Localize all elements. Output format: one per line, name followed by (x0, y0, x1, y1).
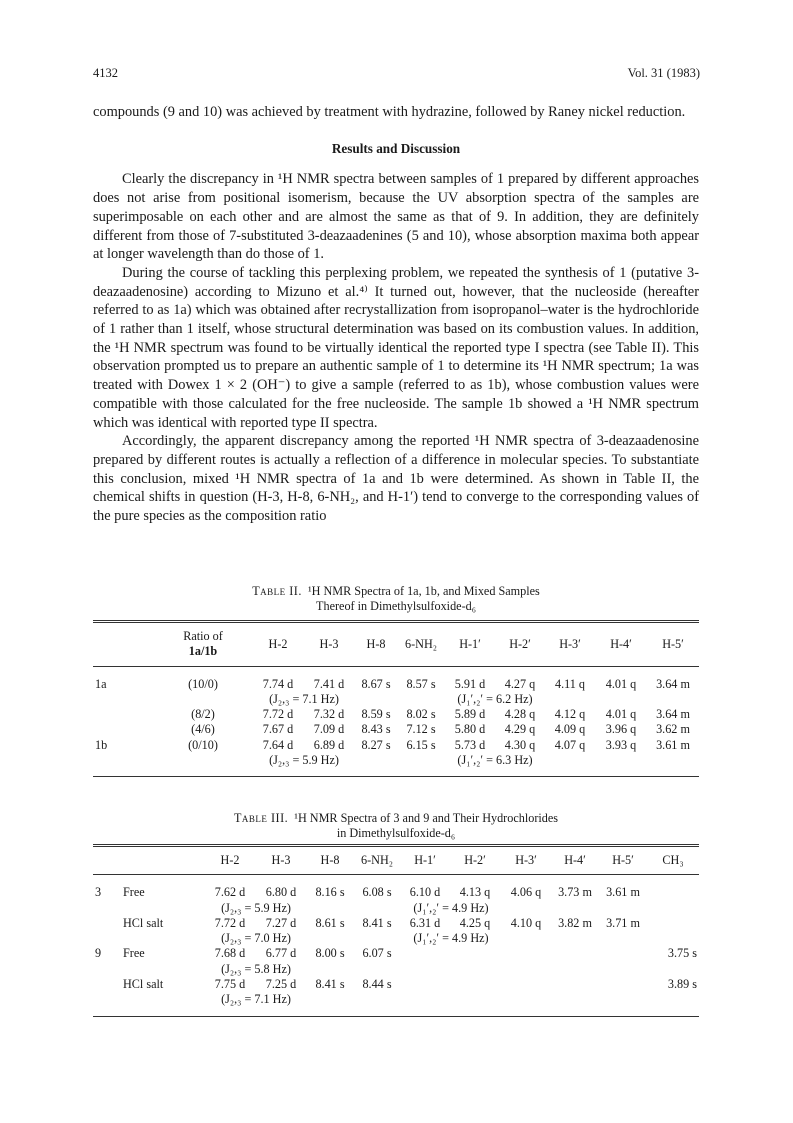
cell: 6.07 s (362, 946, 392, 961)
coupling-row (93, 901, 699, 916)
header-h8: H-8 (320, 853, 340, 867)
cell: 8.59 s (361, 707, 391, 722)
cell: 3.64 m (656, 707, 690, 722)
header-h3p: H-3′ (515, 853, 537, 867)
form-cell: HCl salt (123, 977, 164, 992)
header-h1p: H-1′ (459, 636, 481, 651)
form-cell: Free (123, 885, 145, 900)
cell: 7.09 d (313, 722, 345, 737)
table-3-title: ¹H NMR Spectra of 3 and 9 and Their Hydrochlorides (294, 811, 559, 825)
cell: 7.68 d (214, 946, 246, 961)
coupling-constant: (J₂,₃ = 7.0 Hz) (221, 931, 291, 946)
table-2-title-line2: Thereof in Dimethylsulfoxide-d₆ (316, 599, 476, 613)
table-row (93, 738, 699, 753)
cell: 8.67 s (361, 676, 391, 691)
cell: 4.27 q (504, 676, 536, 691)
coupling-constant: (J₂,₃ = 5.8 Hz) (221, 961, 291, 976)
cell: 4.01 q (605, 707, 637, 722)
cell: 3.61 m (606, 885, 640, 900)
page-number: 4132 (93, 66, 118, 80)
cell: 3.93 q (605, 737, 637, 752)
coupling-row (93, 962, 699, 977)
cell: 6.77 d (265, 946, 297, 961)
row-label (93, 722, 153, 737)
coupling-row (93, 931, 699, 946)
header-h8: H-8 (366, 636, 386, 651)
cell: 8.57 s (406, 676, 436, 691)
cell: 4.11 q (554, 676, 586, 691)
cell (401, 977, 449, 992)
cell (647, 885, 699, 900)
cell: 7.72 d (214, 915, 246, 930)
coupling-constant: (J₂,₃ = 7.1 Hz) (221, 992, 291, 1007)
cell: 4.25 q (459, 915, 491, 930)
cell: 4.09 q (554, 722, 586, 737)
table-row (93, 885, 699, 900)
ratio-cell: (4/6) (191, 722, 215, 737)
table-3-title-line2: in Dimethylsulfoxide-d₆ (336, 826, 456, 840)
paragraph-1: Clearly the discrepancy in ¹H NMR spectra between samples of 1 prepared by different approaches does not arise from positional isomerism, because the UV absorption spectra of the samples are superimposable on each other and are almost the same as that of 9. In addition, they are definitely different from those of 7-substituted 3-deazaadenines (5 and 10), whose absorption maxima both appear at longer wavelength than do those of 1. (93, 171, 699, 263)
table-2-caption (93, 584, 699, 614)
cell: 3.73 m (558, 885, 592, 900)
header-6nh2: 6-NH₂ (360, 853, 393, 867)
paragraph-3: Accordingly, the apparent discrepancy among the reported ¹H NMR spectra of 3-deazaadenosine prepared by different routes is actually a reflection of a difference in molecular species. To substantiate this conclusion, mixed ¹H NMR spectra of 1a and 1b were determined. As shown in Table II, the chemical shifts in question (H-3, H-8, 6-NH₂, and H-1′) tend to converge to the corresponding values of the pure species as the composition ratio (93, 433, 699, 525)
cell: 6.08 s (362, 885, 392, 900)
coupling-row (93, 992, 699, 1007)
cell (647, 916, 699, 931)
header-ratio: Ratio of 1a/1b (183, 629, 223, 659)
cell: 7.32 d (313, 707, 345, 722)
table-2-title: ¹H NMR Spectra of 1a, 1b, and Mixed Samples (307, 584, 540, 598)
header-ch3: CH₃ (662, 853, 684, 867)
row-label (93, 977, 121, 992)
cell: 4.30 q (504, 737, 536, 752)
header-h2: H-2 (220, 853, 240, 867)
cell: 7.62 d (214, 885, 246, 900)
cell: 3.96 q (605, 722, 637, 737)
paragraph-2: During the course of tackling this perplexing problem, we repeated the synthesis of 1 (putative 3-deazaadenosine) according to Mizuno et al.⁴⁾ It turned out, however, that the nucleoside (hereafter referred to as 1a) which was obtained after recrystallization from isopropanol–water is the hydrochloride of 1 rather than 1 itself, whose structural determination was based on its combustion values. In addition, the ¹H NMR spectrum was found to be virtually identical the reported type I spectra (see Table II). This observation prompted us to prepare an authentic sample of 1 to determine its ¹H NMR spectrum; 1a was treated with Dowex 1 × 2 (OH⁻) to give a sample (referred to as 1b), whose combustion values were compatible with those calculated for the free nucleoside. The sample 1b showed a ¹H NMR spectrum which was identical with reported type II spectra. (93, 264, 699, 431)
header-h3: H-3 (271, 853, 291, 867)
header-h4p: H-4′ (564, 853, 586, 867)
cell: 7.74 d (262, 676, 294, 691)
cell: 4.10 q (510, 915, 542, 930)
cell (551, 977, 599, 992)
cell (401, 946, 449, 961)
section-title: Results and Discussion (331, 140, 461, 156)
cell: 4.12 q (554, 707, 586, 722)
cell (449, 946, 501, 961)
table-row (93, 707, 699, 722)
body-text (93, 103, 699, 526)
cell: 8.16 s (315, 885, 345, 900)
table-row (93, 916, 699, 931)
header-h2p: H-2′ (464, 853, 486, 867)
table-row (93, 677, 699, 692)
row-label: 1b (95, 737, 108, 752)
header-h3p: H-3′ (559, 636, 581, 651)
table-row (93, 946, 699, 961)
header-6nh2: 6-NH₂ (404, 636, 437, 651)
table-3-caption (93, 811, 699, 841)
cell: 3.89 s (667, 977, 697, 992)
cell (449, 977, 501, 992)
table-2-label: Table II. (252, 584, 302, 598)
coupling-constant: (J₁′,₂′ = 4.9 Hz) (413, 931, 489, 946)
row-label (93, 916, 121, 931)
row-label: 9 (95, 946, 102, 961)
table-2 (93, 620, 699, 777)
cell: 6.89 d (313, 737, 345, 752)
row-label: 3 (95, 885, 102, 900)
cell: 7.41 d (313, 676, 345, 691)
table-row (93, 722, 699, 737)
running-head (93, 66, 700, 82)
coupling-constant: (J₁′,₂′ = 6.3 Hz) (457, 753, 533, 768)
coupling-row (93, 753, 699, 768)
cell: 7.72 d (262, 707, 294, 722)
cell: 8.27 s (361, 737, 391, 752)
cell: 3.62 m (656, 722, 690, 737)
cell: 8.02 s (406, 707, 436, 722)
header-h2p: H-2′ (509, 636, 531, 651)
form-cell: Free (123, 946, 145, 961)
cell: 3.71 m (606, 915, 640, 930)
cell (501, 946, 551, 961)
cell: 7.67 d (262, 722, 294, 737)
cell: 5.91 d (454, 676, 486, 691)
coupling-row (93, 692, 699, 707)
table-row (93, 977, 699, 992)
cell: 5.80 d (454, 722, 486, 737)
cell: 6.31 d (409, 915, 441, 930)
coupling-constant: (J₁′,₂′ = 4.9 Hz) (413, 900, 489, 915)
ratio-cell: (0/10) (188, 737, 218, 752)
cell (599, 977, 647, 992)
cell: 6.10 d (409, 885, 441, 900)
cell: 4.28 q (504, 707, 536, 722)
cell: 3.75 s (667, 946, 697, 961)
ratio-cell: (8/2) (191, 707, 215, 722)
cell: 3.82 m (558, 915, 592, 930)
table-3-label: Table III. (233, 811, 289, 825)
cell: 8.61 s (315, 915, 345, 930)
header-h3: H-3 (319, 636, 339, 651)
cell: 4.13 q (459, 885, 491, 900)
cell: 4.29 q (504, 722, 536, 737)
continuation-paragraph: compounds (9 and 10) was achieved by treatment with hydrazine, followed by Raney nickel reduction. (93, 104, 686, 120)
table-3 (93, 844, 699, 1017)
row-label (93, 707, 153, 722)
header-h5p: H-5′ (612, 853, 634, 867)
cell: 8.44 s (362, 977, 392, 992)
cell (551, 946, 599, 961)
cell: 6.15 s (406, 737, 436, 752)
cell: 7.25 d (265, 977, 297, 992)
cell: 7.64 d (262, 737, 294, 752)
cell: 4.01 q (605, 676, 637, 691)
cell: 4.07 q (554, 737, 586, 752)
coupling-constant: (J₁′,₂′ = 6.2 Hz) (457, 691, 533, 706)
coupling-constant: (J₂,₃ = 5.9 Hz) (269, 753, 339, 768)
cell (501, 977, 551, 992)
cell: 8.41 s (362, 915, 392, 930)
cell: 3.61 m (656, 737, 690, 752)
cell (599, 946, 647, 961)
row-label: 1a (95, 676, 107, 691)
header-h5p: H-5′ (662, 636, 684, 651)
header-h1p: H-1′ (414, 853, 436, 867)
cell: 3.64 m (656, 676, 690, 691)
coupling-constant: (J₂,₃ = 7.1 Hz) (269, 691, 339, 706)
header-h4p: H-4′ (610, 636, 632, 651)
cell: 6.80 d (265, 885, 297, 900)
cell: 5.73 d (454, 737, 486, 752)
cell: 4.06 q (510, 885, 542, 900)
volume-info: Vol. 31 (1983) (627, 66, 700, 80)
form-cell: HCl salt (123, 915, 164, 930)
cell: 7.27 d (265, 915, 297, 930)
coupling-constant: (J₂,₃ = 5.9 Hz) (221, 900, 291, 915)
cell: 8.43 s (361, 722, 391, 737)
cell: 8.00 s (315, 946, 345, 961)
header-h2: H-2 (268, 636, 288, 651)
cell: 7.75 d (214, 977, 246, 992)
cell: 7.12 s (406, 722, 436, 737)
cell: 5.89 d (454, 707, 486, 722)
ratio-cell: (10/0) (188, 676, 218, 691)
cell: 8.41 s (315, 977, 345, 992)
